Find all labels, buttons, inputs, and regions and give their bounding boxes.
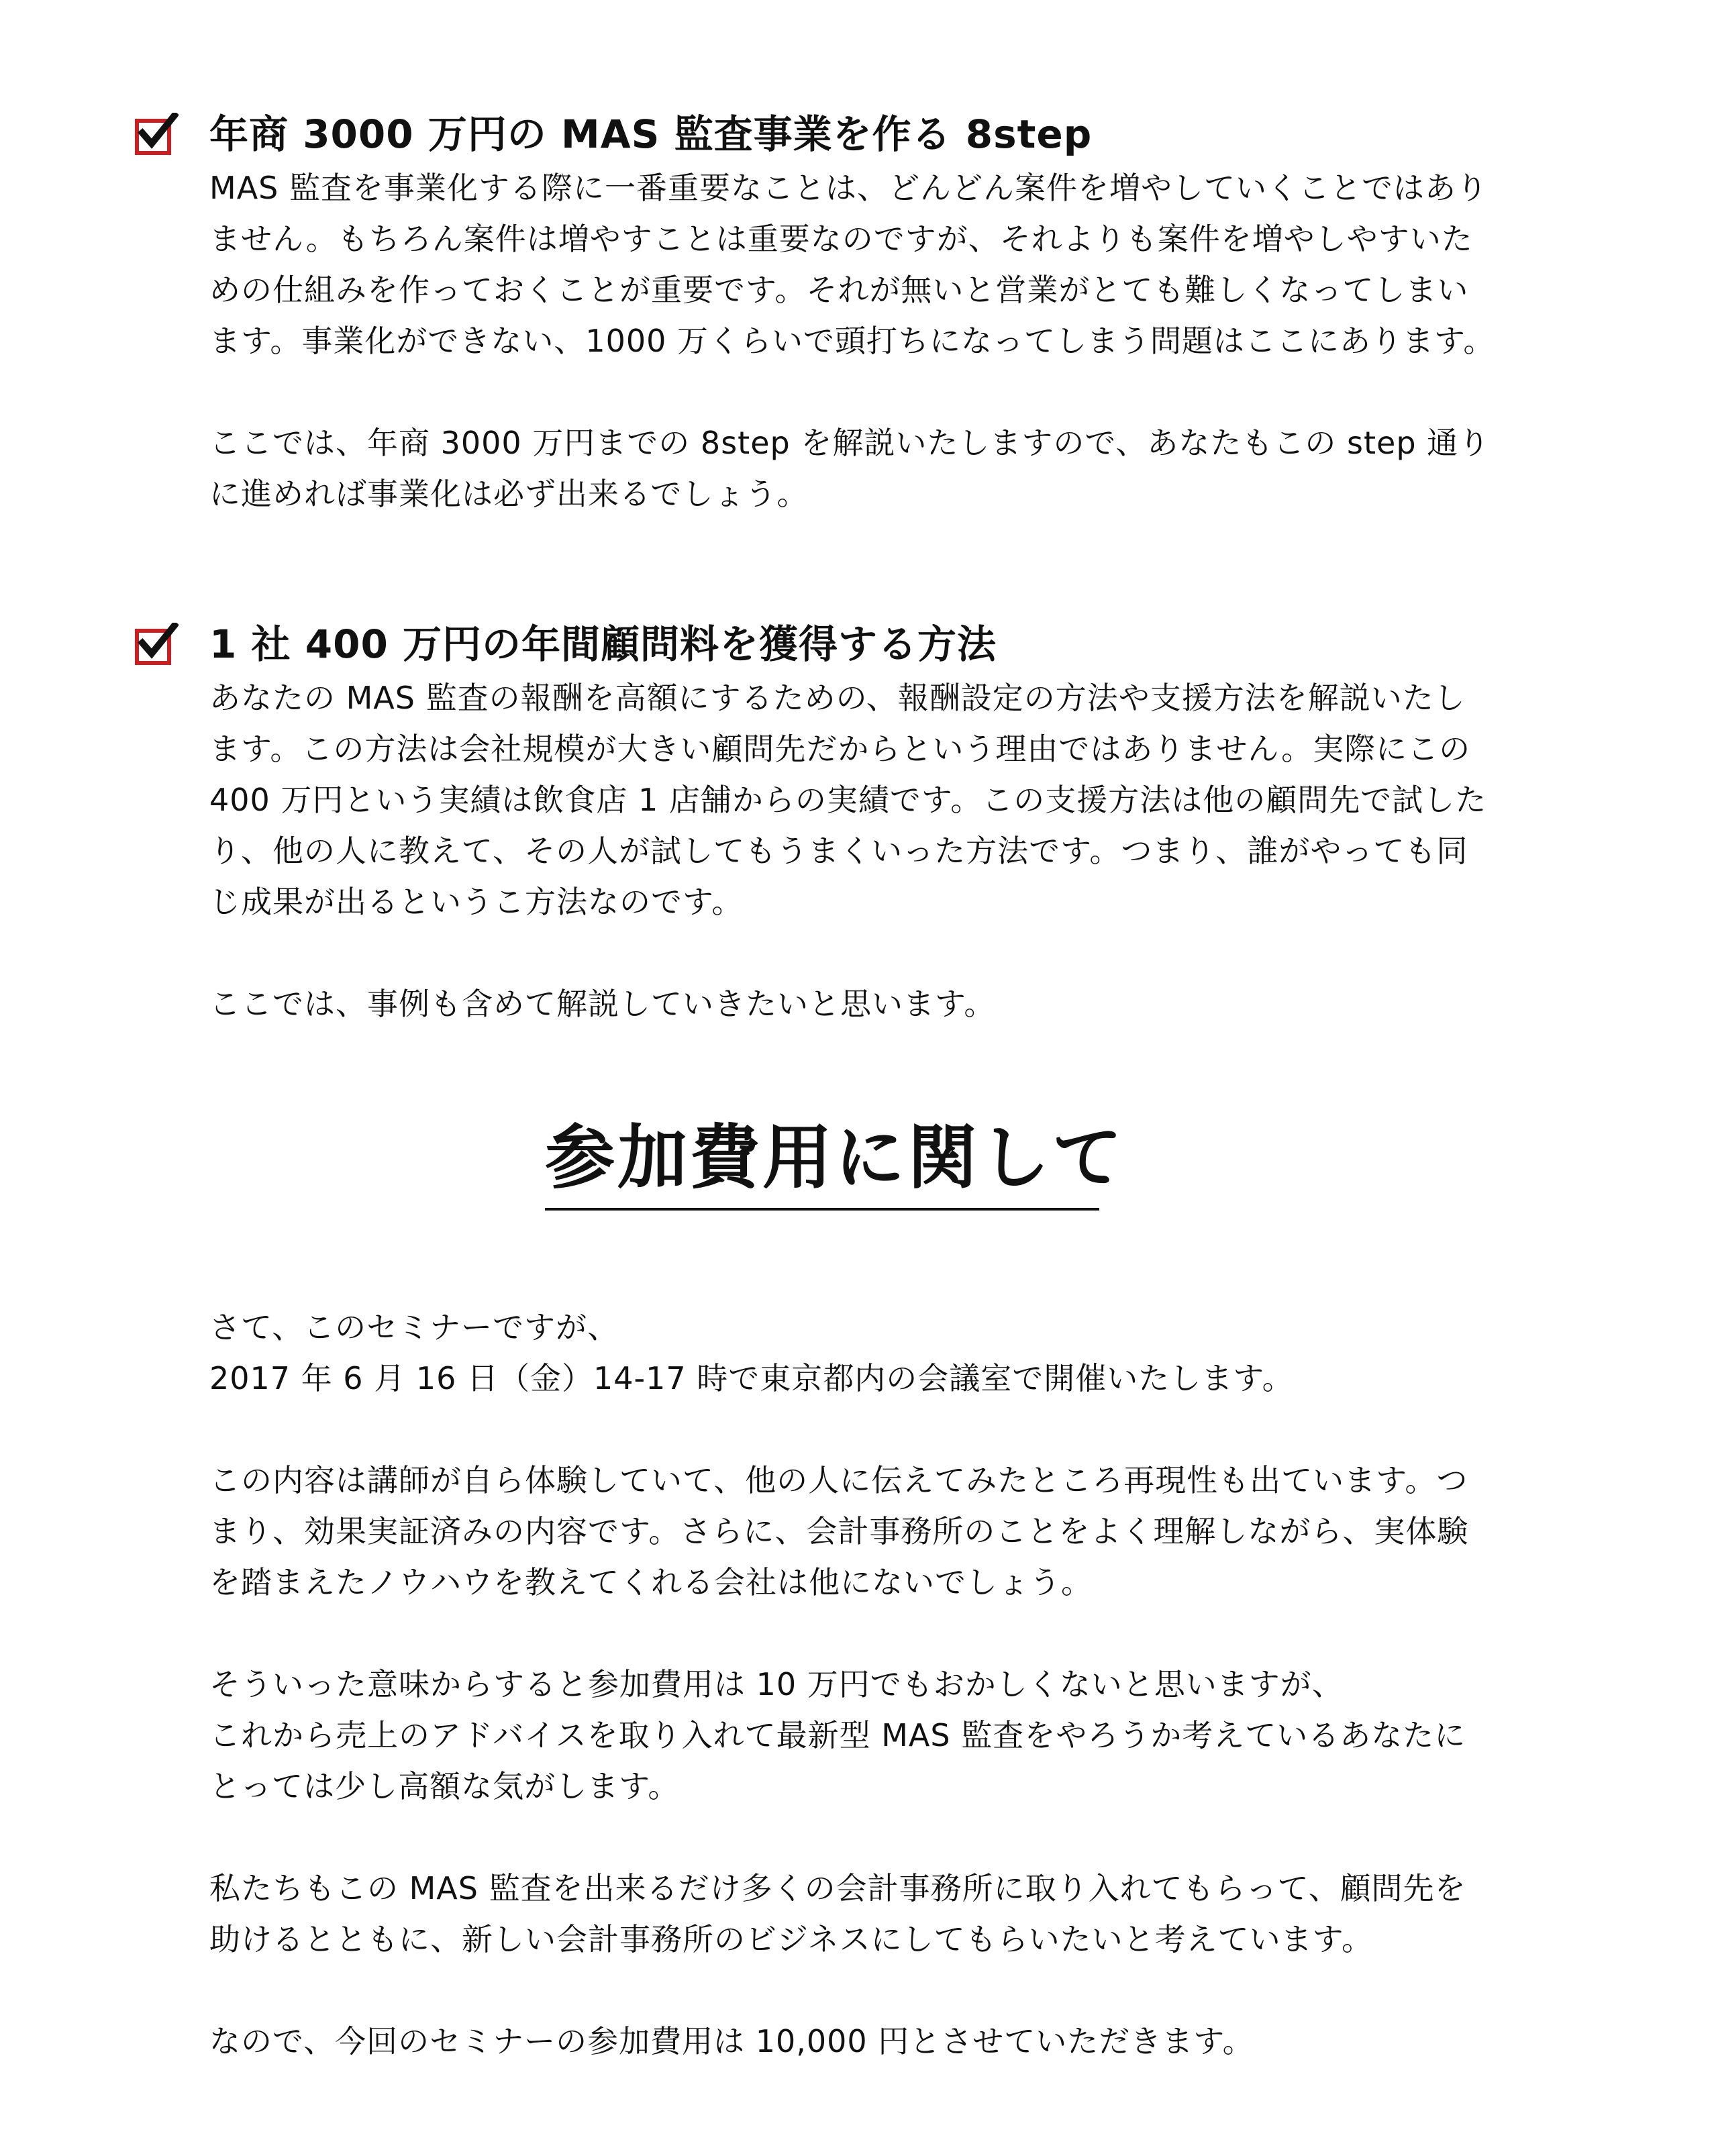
text-line: 助けるとともに、新しい会計事務所のビジネスにしてもらいたいと考えています。 xyxy=(209,1921,1373,1957)
text-line: MAS 監査を事業化する際に一番重要なことは、どんどん案件を増やしていくことではあり xyxy=(209,170,1488,206)
text-line: じ成果が出るというこ方法なのです。 xyxy=(209,884,744,920)
paragraph xyxy=(209,1659,1605,1812)
text-line: に進めれば事業化は必ず出来るでしょう。 xyxy=(209,476,809,512)
checked-checkbox-icon xyxy=(134,113,179,157)
text-line: この内容は講師が自ら体験していて、他の人に伝えてみたところ再現性も出ています。つ xyxy=(209,1462,1468,1498)
text-line: ます。この方法は会社規模が大きい顧問先だからという理由ではありません。実際にこの xyxy=(209,731,1471,767)
text-line: ません。もちろん案件は増やすことは重要なのですが、それよりも案件を増やしやすいた xyxy=(209,221,1473,257)
section-heading xyxy=(134,107,1611,161)
section-8step xyxy=(134,107,1611,519)
text-line: とっては少し高額な気がします。 xyxy=(209,1768,680,1804)
text-line: ここでは、事例も含めて解説していきたいと思います。 xyxy=(209,986,996,1022)
text-line: さて、このセミナーですが、 xyxy=(209,1309,619,1345)
text-line: これから売上のアドバイスを取り入れて最新型 MAS 監査をやろうか考えているあなたに xyxy=(209,1717,1466,1753)
title-underline xyxy=(545,1208,1099,1211)
text-line: ます。事業化ができない、1000 万くらいで頭打ちになってしまう問題はここにあります。 xyxy=(209,323,1495,359)
text-line: 2017 年 6 月 16 日（金）14-17 時で東京都内の会議室で開催いたします。 xyxy=(209,1360,1294,1396)
paragraph xyxy=(209,978,1578,1029)
paragraph xyxy=(209,1455,1605,1608)
section-title: 1 社 400 万円の年間顧問料を獲得する方法 xyxy=(209,621,997,667)
section-body xyxy=(209,672,1578,1029)
text-line: ここでは、年商 3000 万円までの 8step を解説いたしますので、あなたもこの step 通り xyxy=(209,425,1491,461)
paragraph xyxy=(209,162,1578,366)
text-line: めの仕組みを作っておくことが重要です。それが無いと営業がとても難しくなってしまい xyxy=(209,272,1469,308)
text-line: 400 万円という実績は飲食店 1 店舗からの実績です。この支援方法は他の顧問先で試した xyxy=(209,782,1487,818)
fee-heading xyxy=(545,1114,1125,1215)
text-line: を踏まえたノウハウを教えてくれる会社は他にないでしょう。 xyxy=(209,1564,1093,1600)
paragraph xyxy=(209,1302,1605,1404)
paragraph xyxy=(209,2016,1605,2067)
section-heading xyxy=(134,617,1611,671)
text-line: り、他の人に教えて、その人が試してもうまくいった方法です。つまり、誰がやっても同 xyxy=(209,833,1468,869)
paragraph xyxy=(209,1863,1605,1965)
paragraph xyxy=(209,417,1578,519)
fee-title: 参加費用に関して xyxy=(545,1117,1125,1198)
section-body xyxy=(209,162,1578,519)
fee-body xyxy=(209,1302,1605,2067)
paragraph xyxy=(209,672,1578,927)
text-line: あなたの MAS 監査の報酬を高額にするための、報酬設定の方法や支援方法を解説いたし xyxy=(209,680,1466,716)
section-400man xyxy=(134,617,1611,1029)
text-line: そういった意味からすると参加費用は 10 万円でもおかしくないと思いますが、 xyxy=(209,1666,1344,1702)
section-title: 年商 3000 万円の MAS 監査事業を作る 8step xyxy=(209,111,1093,157)
text-line: なので、今回のセミナーの参加費用は 10,000 円とさせていただきます。 xyxy=(209,2023,1254,2059)
checked-checkbox-icon xyxy=(134,623,179,667)
text-line: 私たちもこの MAS 監査を出来るだけ多くの会計事務所に取り入れてもらって、顧問先を xyxy=(209,1870,1466,1906)
text-line: まり、効果実証済みの内容です。さらに、会計事務所のことをよく理解しながら、実体験 xyxy=(209,1513,1469,1549)
